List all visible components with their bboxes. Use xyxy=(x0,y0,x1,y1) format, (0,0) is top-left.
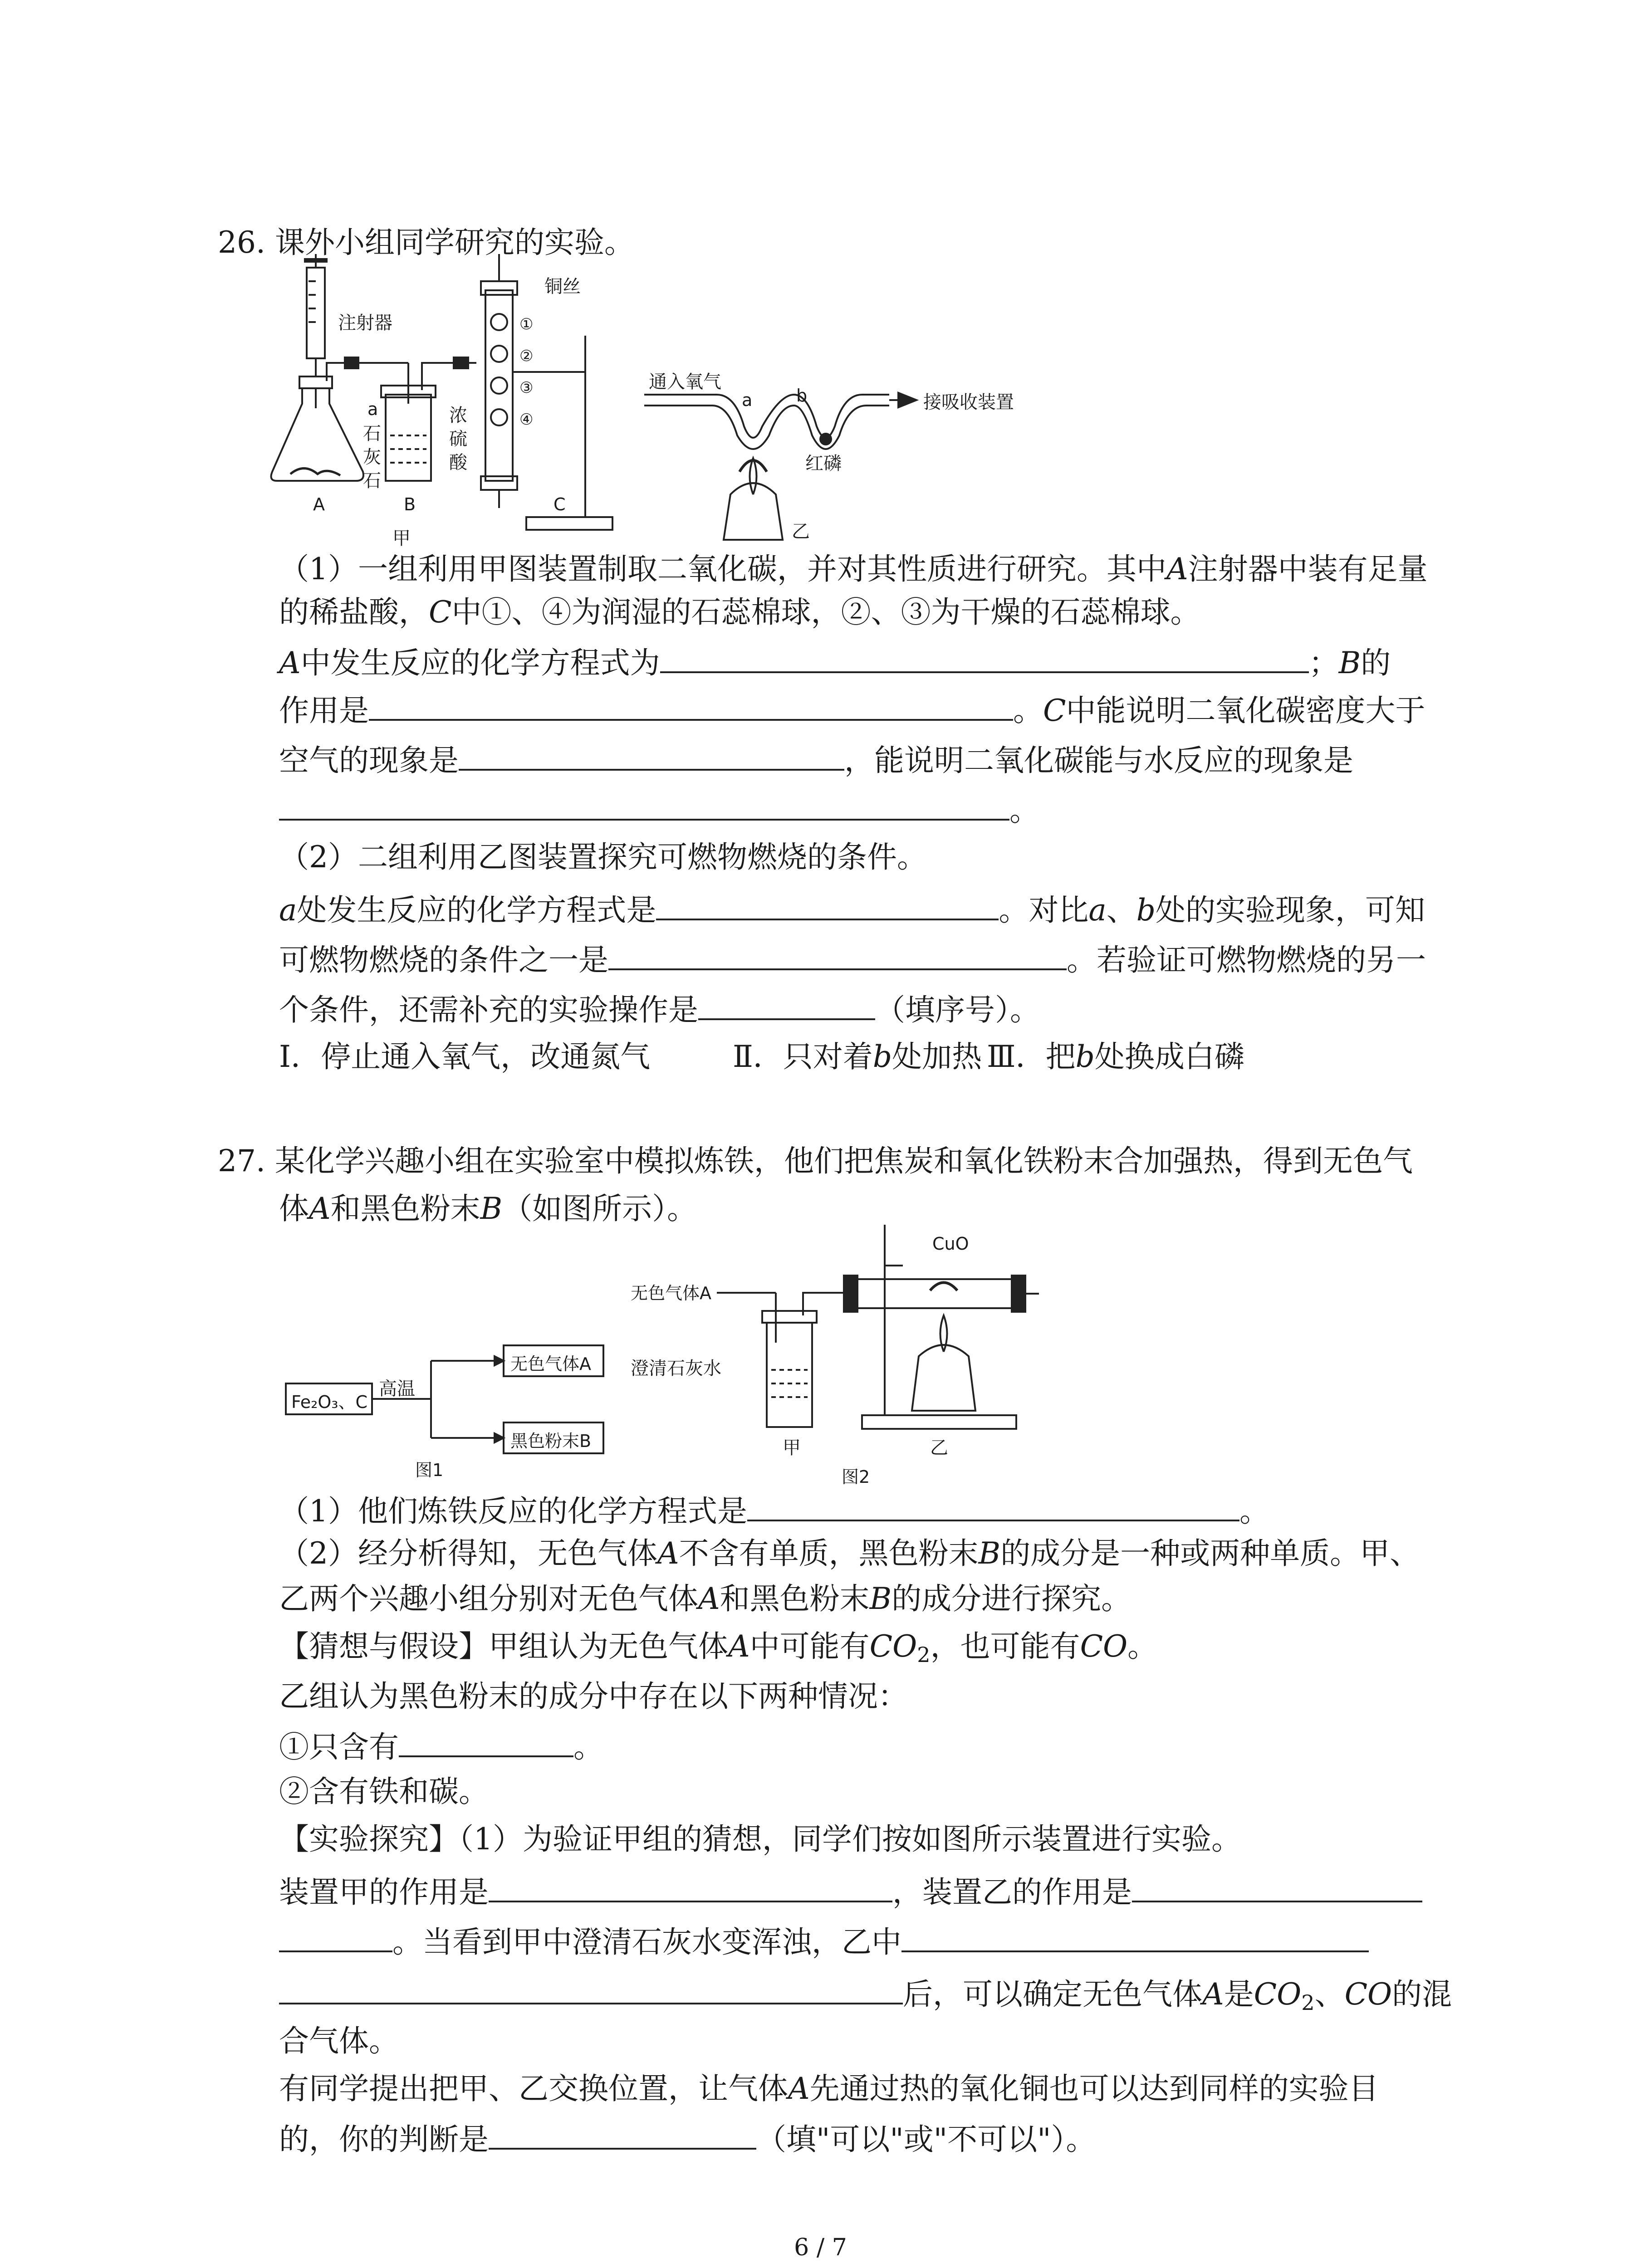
q26-p1-line3: A中发生反应的化学方程式为 ；B的 xyxy=(279,640,1391,684)
limewater-bottle xyxy=(767,1323,812,1427)
answer-blank-option-number[interactable] xyxy=(698,987,875,1020)
q27-p2-line1: （2）经分析得知，无色气体A不含有单质，黑色粉末B的成分是一种或两种单质。甲、 xyxy=(279,1536,1420,1571)
label-yi: 乙 xyxy=(930,1437,948,1458)
q26-options xyxy=(279,1036,1244,1077)
label-cotton-balls: ① ② ③ ④ xyxy=(519,315,534,429)
q27-swap-line1: 有同学提出把甲、乙交换位置，让气体A先通过热的氧化铜也可以达到同样的实验目 xyxy=(279,2071,1379,2106)
answer-blank-equation-a[interactable] xyxy=(660,640,1309,673)
answer-blank-device-yi-cont[interactable] xyxy=(279,1919,392,1952)
q26-stem: 26. 课外小组同学研究的实验。 xyxy=(218,225,634,260)
label-a: a xyxy=(367,399,378,419)
answer-blank-judgement[interactable] xyxy=(489,2116,756,2150)
option-2: Ⅱ．只对着b处加热 xyxy=(733,1039,982,1074)
q27-group-yi: 乙组认为黑色粉末的成分中存在以下两种情况： xyxy=(279,1679,908,1714)
label-yi-a: a xyxy=(742,390,753,410)
q26-p1-line1: （1）一组利用甲图装置制取二氧化碳，并对其性质进行研究。其中A注射器中装有足量 xyxy=(279,552,1428,587)
label-A: A xyxy=(313,494,325,514)
q27-stem-line1: 27. 某化学兴趣小组在实验室中模拟炼铁，他们把焦炭和氧化铁粉末合加强热，得到无色气 xyxy=(218,1144,1413,1178)
q27-p1: （1）他们炼铁反应的化学方程式是 。 xyxy=(279,1488,1269,1532)
q27-case1: ①只含有 。 xyxy=(279,1724,603,1768)
answer-blank-ironmaking-equation[interactable] xyxy=(747,1488,1239,1521)
label-red-phosphorus: 红磷 xyxy=(805,453,842,474)
q27-experiment: 【实验探究】（1）为验证甲组的猜想，同学们按如图所示装置进行实验。 xyxy=(279,1822,1241,1857)
label-oxygen-in: 通入氧气 xyxy=(649,371,721,392)
label-limewater: 澄清石灰水 xyxy=(631,1358,721,1379)
caption-fig2: 图2 xyxy=(842,1467,870,1487)
label-jia: 甲 xyxy=(783,1437,801,1458)
figure-yi xyxy=(644,358,1043,549)
label-limestone: 石 灰 石 xyxy=(363,423,381,491)
label-C: C xyxy=(554,494,566,514)
label-powder-b: 黑色粉末B xyxy=(510,1431,592,1451)
label-to-absorber: 接吸收装置 xyxy=(923,392,1014,413)
q27-device-line1: 装置甲的作用是 ，装置乙的作用是 xyxy=(279,1869,1422,1913)
answer-blank-b-purpose[interactable] xyxy=(369,687,1013,721)
answer-blank-density-phenomenon[interactable] xyxy=(459,737,844,771)
q27-device-line3: 后，可以确定无色气体A是$CO_2$、CO的混 xyxy=(279,1971,1452,2023)
label-conc-sulfuric-acid: 浓 硫 酸 xyxy=(449,405,467,473)
column-c xyxy=(485,290,513,481)
q26-p1-line6: 。 xyxy=(279,787,1039,831)
label-high-temp: 高温 xyxy=(379,1378,415,1399)
answer-blank-equation-a-site[interactable] xyxy=(656,887,999,920)
q27-p2-line2: 乙两个兴趣小组分别对无色气体A和黑色粉末B的成分进行探究。 xyxy=(279,1581,1132,1616)
combustion-tube xyxy=(853,1279,1016,1308)
label-B: B xyxy=(404,494,416,514)
alcohol-lamp xyxy=(724,483,783,540)
bottle-b xyxy=(386,395,431,481)
q27-stem-line2: 体A和黑色粉末B（如图所示）。 xyxy=(279,1191,697,1226)
q26-p1-line5: 空气的现象是 ，能说明二氧化碳能与水反应的现象是 xyxy=(279,737,1353,781)
caption-jia: 甲 xyxy=(392,528,411,549)
answer-blank-case1[interactable] xyxy=(399,1724,573,1757)
answer-blank-device-yi[interactable] xyxy=(1132,1869,1422,1902)
label-cuo: CuO xyxy=(932,1234,969,1254)
answer-blank-yi-phenomenon-cont[interactable] xyxy=(279,1971,903,2004)
answer-blank-yi-phenomenon[interactable] xyxy=(901,1919,1369,1952)
page-number: 6 / 7 xyxy=(794,2234,847,2261)
q26-p2-line1: （2）二组利用乙图装置探究可燃物燃烧的条件。 xyxy=(279,840,927,875)
answer-blank-device-jia[interactable] xyxy=(489,1869,892,1902)
label-syringe: 注射器 xyxy=(338,313,392,333)
label-yi-b: b xyxy=(796,386,808,406)
option-1: Ⅰ．停止通入氧气，改通氮气 xyxy=(279,1039,651,1074)
q27-hypothesis: 【猜想与假设】甲组认为无色气体A中可能有$CO_2$，也可能有CO。 xyxy=(279,1629,1158,1667)
caption-yi: 乙 xyxy=(792,521,810,542)
label-gas-a: 无色气体A xyxy=(510,1354,591,1374)
q26-p1-line4: 作用是 。C中能说明二氧化碳密度大于 xyxy=(279,687,1425,731)
label-copper-wire: 铜丝 xyxy=(544,276,581,297)
q27-device-line4: 合气体。 xyxy=(279,2024,399,2058)
label-gas-a-inlet: 无色气体A xyxy=(631,1283,711,1303)
q26-p2-line4: 个条件，还需补充的实验操作是 （填序号）。 xyxy=(279,987,1040,1031)
label-reactants: Fe₂O₃、C xyxy=(291,1392,368,1412)
q27-swap-line2: 的，你的判断是 （填"可以"或"不可以"）。 xyxy=(279,2116,1096,2160)
q26-p2-line2: a处发生反应的化学方程式是 。对比a、b处的实验现象，可知 xyxy=(279,887,1425,931)
flask-a xyxy=(271,386,363,481)
caption-fig1: 图1 xyxy=(415,1460,444,1480)
figure-1 xyxy=(281,1343,608,1479)
q26-p2-line3: 可燃物燃烧的条件之一是 。若验证可燃物燃烧的另一 xyxy=(279,937,1426,981)
figure-jia xyxy=(272,254,617,549)
q26-p1-line2: 的稀盐酸，C中①、④为润湿的石蕊棉球，②、③为干燥的石蕊棉球。 xyxy=(279,595,1200,630)
answer-blank-combustion-condition[interactable] xyxy=(608,937,1067,970)
q27-case2: ②含有铁和碳。 xyxy=(279,1774,489,1809)
glass-tube xyxy=(644,395,889,438)
option-3: Ⅲ．把b处换成白磷 xyxy=(987,1039,1244,1074)
q27-device-line2: 。当看到甲中澄清石灰水变浑浊，乙中 xyxy=(279,1919,1369,1963)
figure-2 xyxy=(631,1225,1039,1488)
alcohol-lamp-2 xyxy=(912,1345,975,1411)
answer-blank-water-reaction[interactable] xyxy=(279,787,1009,821)
